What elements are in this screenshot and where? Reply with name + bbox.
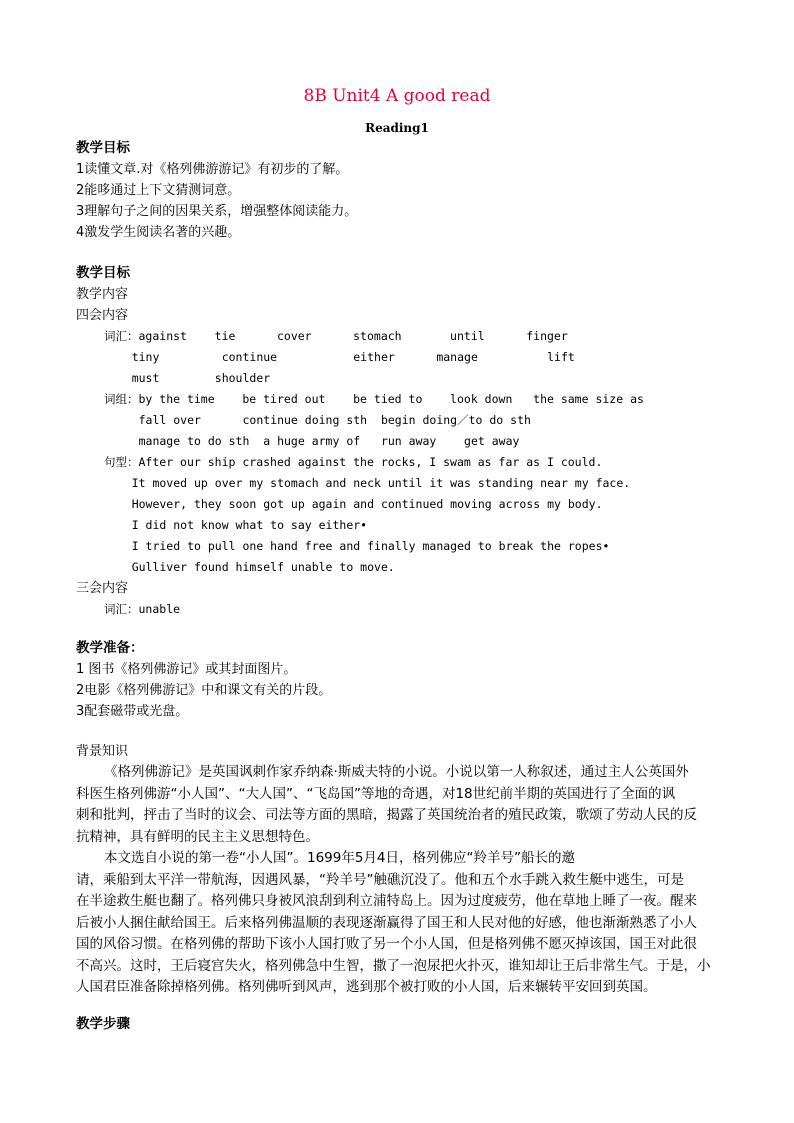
background-paragraph-line: 科医生格列佛游“小人国”、“大人国”、“飞岛国”等地的奇遇，对18世纪前半期的英国进行了全面的讽 [76,785,676,802]
four-skill-label: 四会内容 [76,308,129,323]
section-heading: 教学目标 [76,265,130,281]
section-heading: 教学步骤 [76,1016,130,1032]
background-paragraph-line: 后被小人捆住献给国王。后来格列佛温顺的表现逐渐赢得了国王和人民对他的好感，他也渐渐熟悉了小人 [76,914,697,931]
background-paragraph-line: 请，乘船到太平洋一带航海，因遇风暴，“羚羊号”触礁沉没了。他和五个水手跳入救生艇中逃生，可是 [76,871,684,888]
background-paragraph-line: 国的风俗习惯。在格列佛的帮助下该小人国打败了另一个小人国，但是格列佛不愿灭掉该国，国王对此很 [76,936,697,952]
phrase-block [76,389,726,452]
page-title: 8B Unit4 A good read [303,86,491,106]
sentence-row: I tried to pull one hand free and finally managed to break the ropes• [104,539,610,553]
three-vocab-row: 词汇：unable [104,602,181,616]
objective-item: 4激发学生阅读名著的兴趣。 [76,225,241,240]
sentence-row: 句型：After our ship crashed against the rocks, I swam as far as I could. [104,455,603,469]
objective-item: 1读懂文章.对《格列佛游游记》有初步的了解。 [76,162,349,177]
vocab-row: 词汇：against tie cover stomach until finger [104,329,568,343]
sentence-block [76,452,726,578]
background-paragraph-line: 在半途救生艇也翻了。格列佛只身被风浪刮到利立浦特岛上。因为过度疲劳，他在草地上睡了一夜。醒来 [76,893,697,909]
phrase-row: 词组：by the time be tired out be tied to look down the same size as [104,392,644,406]
content-section [76,263,726,620]
steps-section [76,1014,726,1035]
sentence-row: However, they soon got up again and continued moving across my body. [104,497,603,511]
prep-item: 2电影《格列佛游记》中和课文有关的片段。 [76,683,332,698]
background-paragraph-line: 刺和批判，抨击了当时的议会、司法等方面的黑暗，揭露了英国统治者的殖民政策，歌颂了劳动人民的反 [76,807,697,823]
three-skill-label: 三会内容 [76,581,129,596]
page-subtitle: Reading1 [365,121,429,135]
vocab-block [76,326,726,389]
objective-item: 3理解句子之间的因果关系，增强整体阅读能力。 [76,204,358,219]
background-paragraph-line: 不高兴。这时，王后寝宫失火，格列佛急中生智，撒了一泡尿把火扑灭，谁知却让王后非常生气。于是，小 [76,957,711,974]
vocab-row: tiny continue either manage lift [104,350,575,364]
prep-item: 1 图书《格列佛游记》或其封面图片。 [76,662,297,677]
preparation-section [76,638,726,722]
vocab-row: must shoulder [104,371,271,385]
content-label: 教学内容 [76,287,129,302]
sentence-row: It moved up over my stomach and neck until it was standing near my face. [104,476,631,490]
objectives-section [76,138,726,243]
prep-item: 3配套磁带或光盘。 [76,704,189,719]
phrase-row: manage to do sth a huge army of run away get away [104,434,520,448]
sentence-row: I did not know what to say either• [104,518,368,532]
section-heading: 教学准备： [76,640,144,656]
three-vocab-block [76,599,726,620]
background-paragraph-line: 人国君臣准备除掉格列佛。格列佛听到风声，逃到那个被打败的小人国，后来辗转平安回到英国。 [76,979,657,995]
section-heading: 教学目标 [76,140,130,156]
background-section [76,741,722,999]
objective-item: 2能哆通过上下文猜测词意。 [76,183,241,198]
background-paragraph-line: 本文选自小说的第一卷“小人国”。1699年5月4日，格列佛应“羚羊号”船长的邀 [104,850,576,866]
background-paragraph-line: 抗精神，具有鲜明的民主主义思想特色。 [76,828,319,845]
background-label: 背景知识 [76,744,129,759]
background-paragraph-line: 《格列佛游记》是英国讽刺作家乔纳森·斯威夫特的小说。小说以第一人称叙述，通过主人公英国外 [104,764,689,780]
sentence-row: Gulliver found himself unable to move. [104,560,395,574]
phrase-row: fall over continue doing sth begin doing／to do sth [104,413,531,427]
